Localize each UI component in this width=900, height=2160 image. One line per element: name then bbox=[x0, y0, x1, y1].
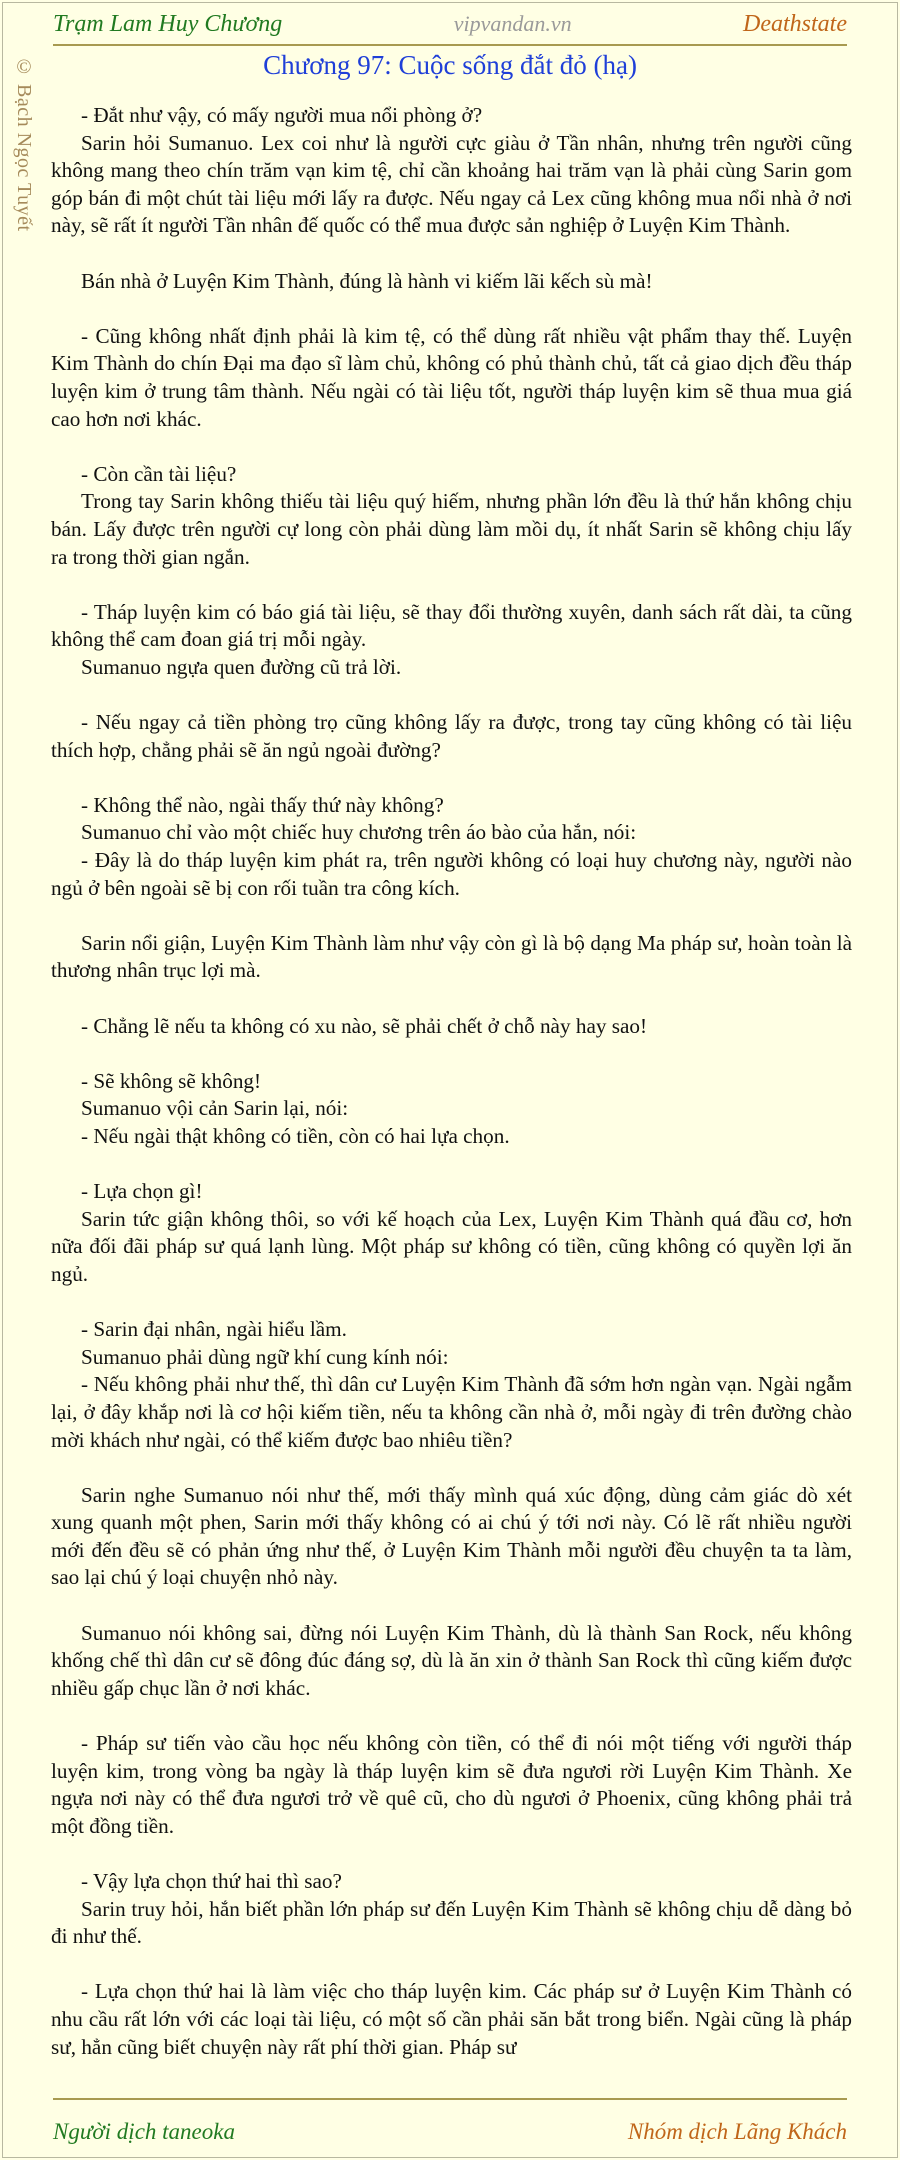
paragraph-gap bbox=[51, 1840, 852, 1868]
paragraph-gap bbox=[51, 433, 852, 461]
paragraph-gap bbox=[51, 681, 852, 709]
paragraph-gap bbox=[51, 1151, 852, 1179]
paragraph-gap bbox=[51, 1702, 852, 1730]
paragraph: - Nếu không phải như thế, thì dân cư Luyện Kim Thành đã sớm hơn ngàn vạn. Ngài ngẫm lại, ở đây khắp nơi là cơ hội kiếm tiền, nếu ta không cần nhà ở, mỗi ngày đi trên đường chào mời khách như ngài, có thể kiếm được bao nhiêu tiền? bbox=[51, 1372, 852, 1452]
side-copyright: © Bạch Ngọc Tuyết bbox=[13, 56, 35, 232]
footer-divider bbox=[53, 2098, 847, 2100]
paragraph: - Chẳng lẽ nếu ta không có xu nào, sẽ phải chết ở chỗ này hay sao! bbox=[81, 1013, 648, 1038]
paragraph: - Đây là do tháp luyện kim phát ra, trên người không có loại huy chương này, người nào ngủ ở bên ngoài sẽ bị con rối tuần tra công kích. bbox=[51, 848, 852, 900]
paragraph: Bán nhà ở Luyện Kim Thành, đúng là hành vi kiếm lãi kếch sù mà! bbox=[81, 268, 653, 293]
paragraph-gap bbox=[51, 985, 852, 1013]
header-divider bbox=[53, 44, 847, 46]
paragraph: - Còn cần tài liệu? bbox=[81, 461, 237, 486]
chapter-body bbox=[51, 102, 852, 2061]
paragraph: Sumanuo vội cản Sarin lại, nói: bbox=[81, 1096, 349, 1121]
paragraph: Sarin truy hỏi, hắn biết phần lớn pháp sư đến Luyện Kim Thành sẽ không chịu dễ dàng bỏ đi như thế. bbox=[51, 1896, 852, 1949]
paragraph-gap bbox=[51, 571, 852, 599]
paragraph: - Sẽ không sẽ không! bbox=[81, 1068, 262, 1093]
paragraph-gap bbox=[51, 1040, 852, 1068]
paragraph: Sumanuo chỉ vào một chiếc huy chương trên áo bào của hắn, nói: bbox=[81, 820, 637, 845]
paragraph: Sarin tức giận không thôi, so với kế hoạch của Lex, Luyện Kim Thành quá đầu cơ, hơn nữa đối đãi pháp sư quá lạnh lùng. Một pháp sư không có tiền, cũng không có quyền lợi ăn ngủ. bbox=[51, 1206, 852, 1286]
paragraph-gap bbox=[51, 1951, 852, 1979]
paragraph-gap bbox=[51, 295, 852, 323]
paragraph: - Pháp sư tiến vào cầu học nếu không còn tiền, có thể đi nói một tiếng với người tháp luyện kim, trong vòng ba ngày là tháp luyện kim sẽ đưa ngươi rời Luyện Kim Thành. Xe ngựa nơi này có thể đưa ngươi trở về quê cũ, cho dù ngươi ở Phoenix, cũng không phải trả một đồng tiền. bbox=[51, 1731, 852, 1838]
paragraph: - Nếu ngay cả tiền phòng trọ cũng không lấy ra được, trong tay cũng không có tài liệu thích hợp, chẳng phải sẽ ăn ngủ ngoài đường? bbox=[51, 710, 852, 762]
paragraph: - Lựa chọn gì! bbox=[81, 1179, 203, 1204]
paragraph: - Không thể nào, ngài thấy thứ này không? bbox=[81, 792, 444, 817]
page-footer bbox=[53, 2116, 847, 2148]
paragraph: - Nếu ngài thật không có tiền, còn có hai lựa chọn. bbox=[81, 1123, 510, 1148]
page-header bbox=[53, 8, 847, 40]
paragraph: Sarin nghe Sumanuo nói như thế, mới thấy mình quá xúc động, dùng cảm giác dò xét xung quanh một phen, Sarin mới thấy không có ai chú ý tới nơi này. Có lẽ rất nhiều người mới đến đều sẽ có phản ứng như thế, ở Luyện Kim Thành mỗi người đều chuyện ta ta làm, sao lại chú ý loại chuyện nhỏ này. bbox=[51, 1482, 852, 1590]
paragraph: Sumanuo phải dùng ngữ khí cung kính nói: bbox=[81, 1344, 449, 1369]
paragraph-gap bbox=[51, 240, 852, 268]
header-author: Deathstate bbox=[743, 10, 847, 37]
paragraph: - Tháp luyện kim có báo giá tài liệu, sẽ thay đổi thường xuyên, danh sách rất dài, ta cũng không thể cam đoan giá trị mỗi ngày. bbox=[51, 599, 852, 652]
paragraph: - Đắt như vậy, có mấy người mua nổi phòng ở? bbox=[81, 103, 483, 127]
paragraph: - Cũng không nhất định phải là kim tệ, có thể dùng rất nhiều vật phẩm thay thế. Luyện Kim Thành do chín Đại ma đạo sĩ làm chủ, không có phủ thành chủ, tất cả giao dịch đều tháp luyện kim ở trung tâm thành. Nếu ngài có tài liệu tốt, người tháp luyện kim sẽ thua mua giá cao hơn nơi khác. bbox=[51, 323, 852, 431]
footer-group: Nhóm dịch Lãng Khách bbox=[627, 2119, 847, 2144]
paragraph-gap bbox=[51, 1454, 852, 1482]
paragraph-gap bbox=[51, 764, 852, 792]
paragraph: Sumanuo nói không sai, đừng nói Luyện Kim Thành, dù là thành San Rock, nếu không khống chế thì dân cư sẽ đông đúc đáng sợ, dù là ăn xin ở thành San Rock thì cũng kiếm được nhiều gấp chục lần ở nơi khác. bbox=[51, 1620, 852, 1700]
paragraph: - Lựa chọn thứ hai là làm việc cho tháp luyện kim. Các pháp sư ở Luyện Kim Thành có nhu cầu rất lớn với các loại tài liệu, có một số cần phải săn bắt trong biển. Ngài cũng là pháp sư, hẳn cũng biết chuyện này rất phí thời gian. Pháp sư bbox=[51, 1979, 852, 2059]
paragraph: - Vậy lựa chọn thứ hai thì sao? bbox=[81, 1869, 342, 1893]
paragraph: Sumanuo ngựa quen đường cũ trả lời. bbox=[81, 654, 402, 679]
header-site-name: vipvandan.vn bbox=[453, 11, 572, 36]
paragraph-gap bbox=[51, 1592, 852, 1620]
paragraph-gap bbox=[51, 1289, 852, 1317]
header-book-title: Trạm Lam Huy Chương bbox=[53, 10, 283, 37]
paragraph: Sarin hỏi Sumanuo. Lex coi như là người cực giàu ở Tần nhân, nhưng trên người cũng không mang theo chín trăm vạn kim tệ, chỉ cần khoảng hai trăm vạn là phải cùng Sarin gom góp bán đi một chút tài liệu mới lấy ra được. Nếu ngay cả Lex cũng không mua nổi nhà ở nơi này, sẽ rất ít người Tần nhân đế quốc có thể mua được sản nghiệp ở Luyện Kim Thành. bbox=[51, 130, 852, 238]
paragraph: Sarin nổi giận, Luyện Kim Thành làm như vậy còn gì là bộ dạng Ma pháp sư, hoàn toàn là thương nhân trục lợi mà. bbox=[51, 930, 852, 983]
footer-translator: Người dịch taneoka bbox=[53, 2119, 235, 2144]
paragraph-gap bbox=[51, 902, 852, 930]
paragraph: Trong tay Sarin không thiếu tài liệu quý hiếm, nhưng phần lớn đều là thứ hắn không chịu bán. Lấy được trên người cự long còn phải dùng làm mồi dụ, ít nhất Sarin sẽ không chịu lấy ra trong thời gian ngắn. bbox=[51, 489, 852, 569]
chapter-title: Chương 97: Cuộc sống đắt đỏ (hạ) bbox=[263, 50, 637, 80]
paragraph: - Sarin đại nhân, ngài hiểu lầm. bbox=[81, 1317, 347, 1342]
